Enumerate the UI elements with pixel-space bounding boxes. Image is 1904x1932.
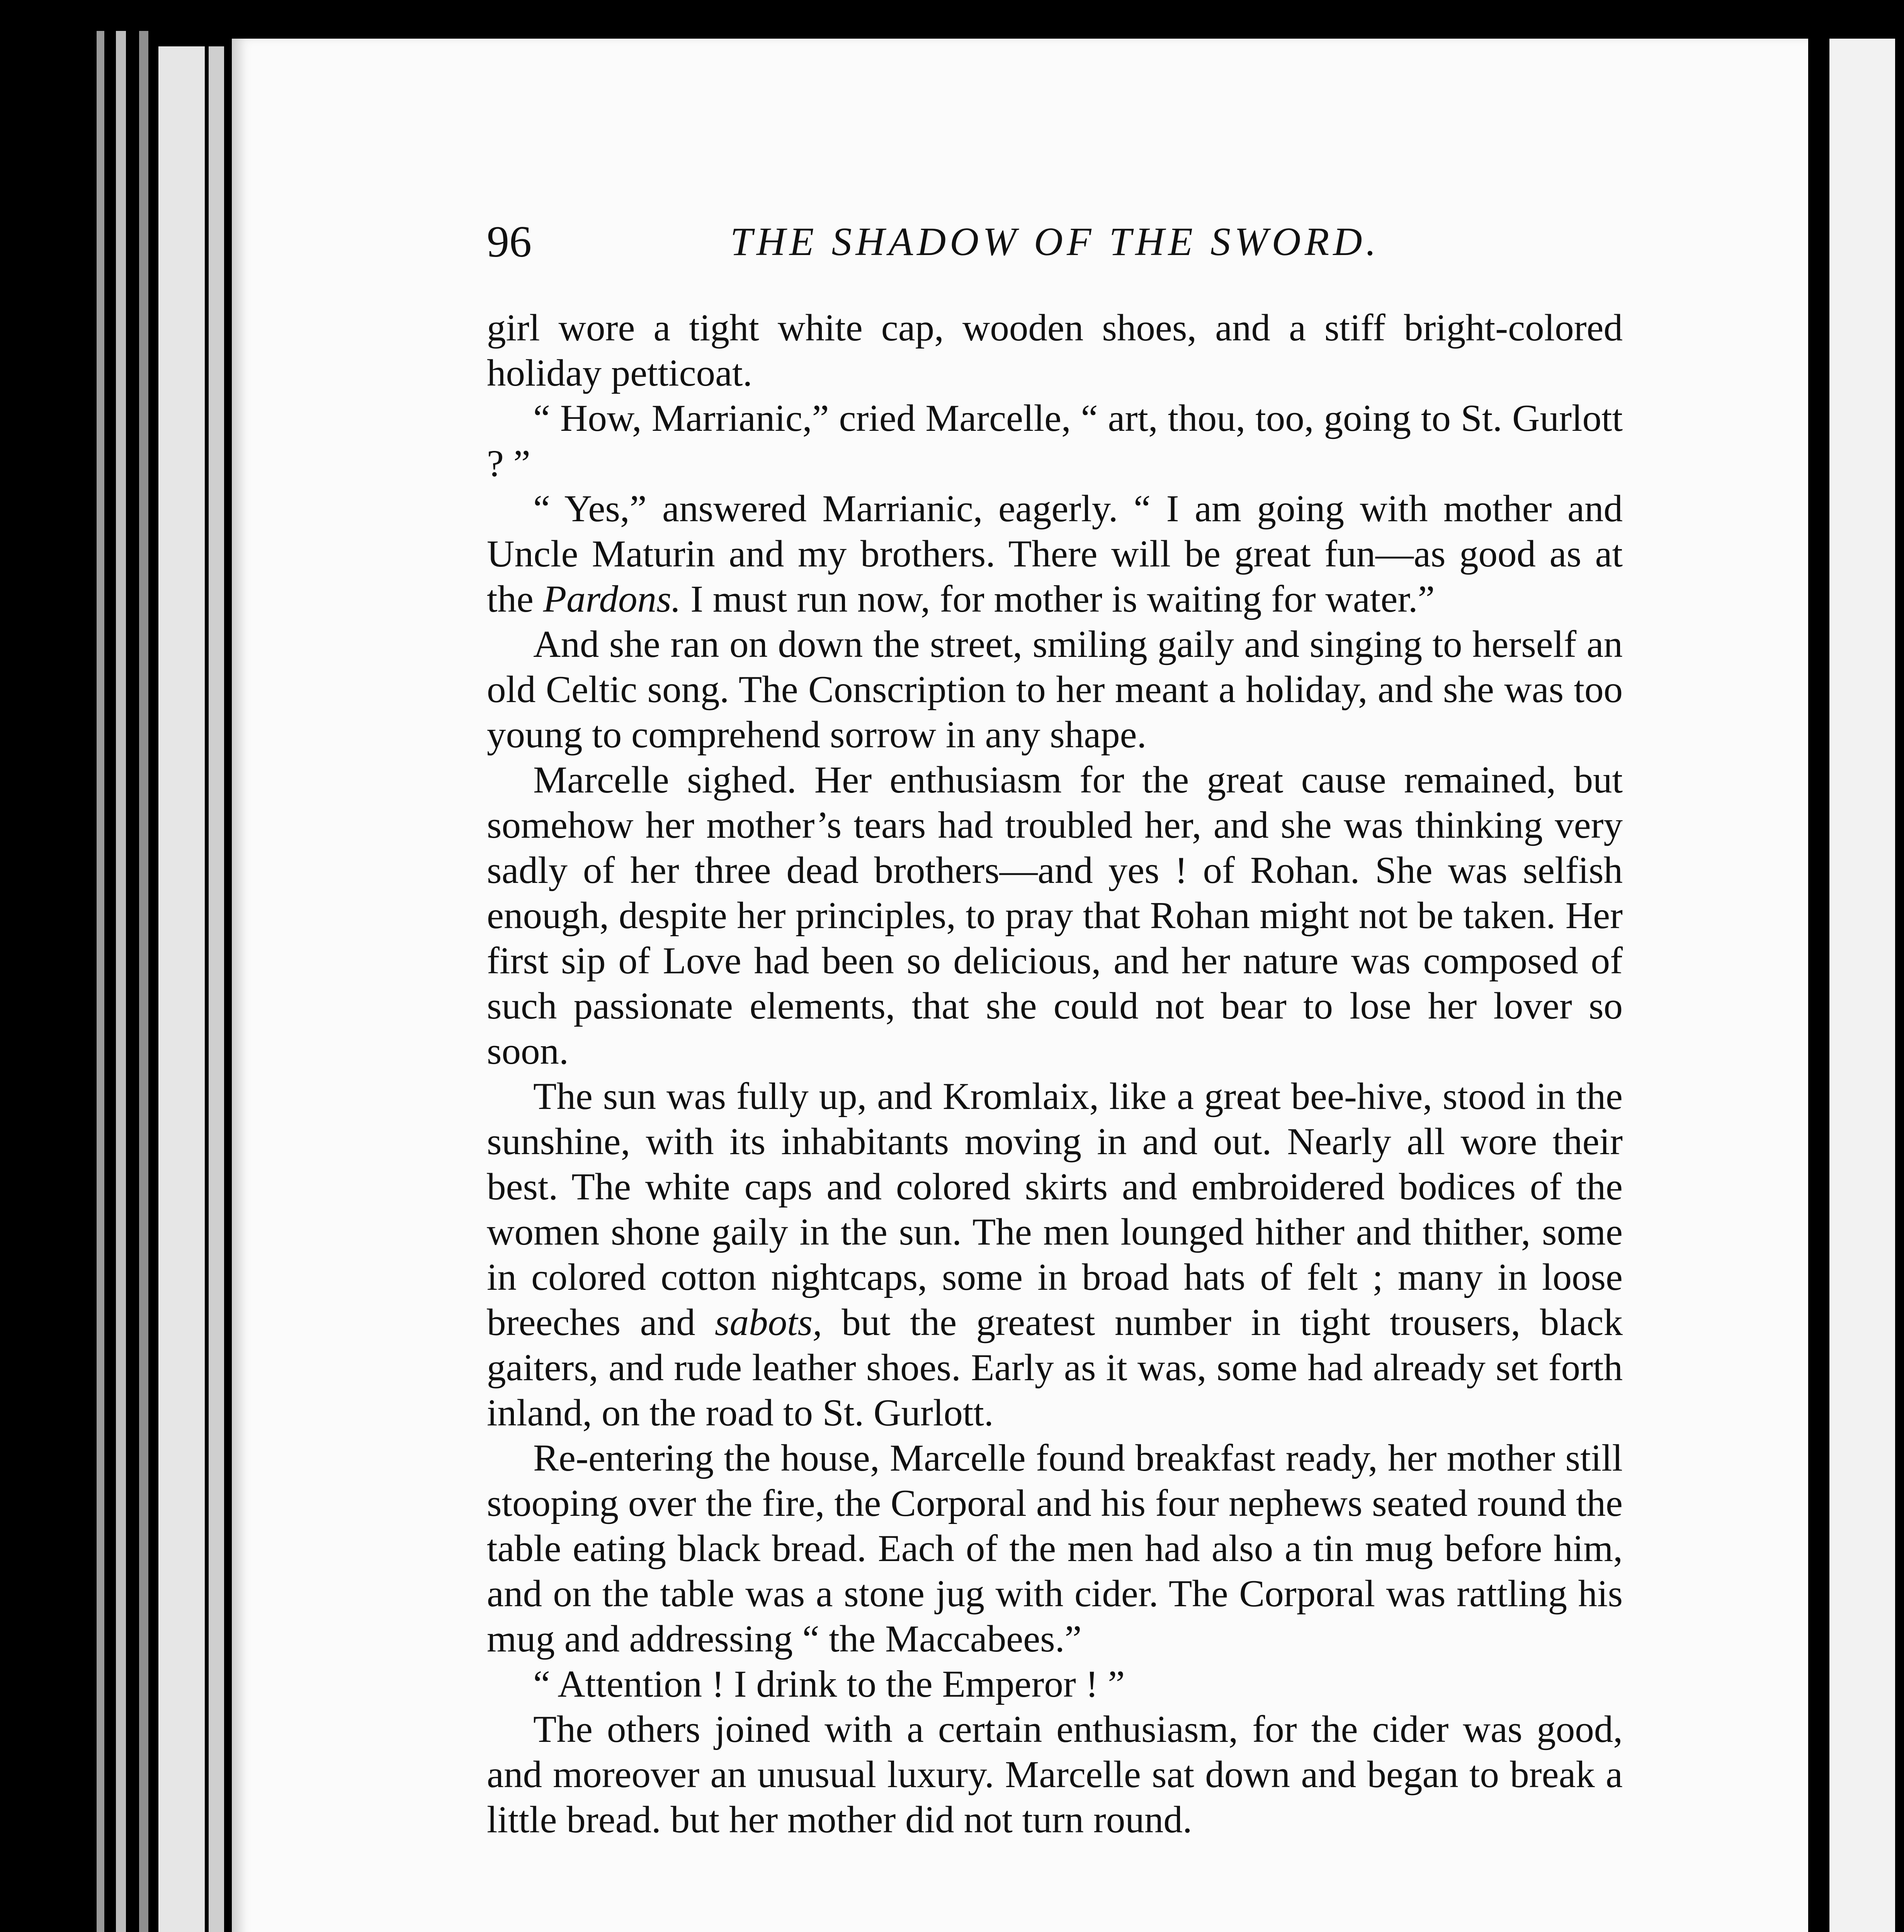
page-stack-edge — [116, 31, 126, 1932]
paragraph: Re-entering the house, Marcelle found breakfast ready, her mother still stooping over the fire, the Corporal and his four nephews seated round the table eating black bread. Each of the men had also a tin mug before him, and on the table was a stone jug with cider. The Corporal was rattling his mug and addressing “ the Maccabees.” — [487, 1437, 1623, 1660]
paragraph: girl wore a tight white cap, wooden shoes, and a stiff bright-colored holiday petticoat. — [487, 307, 1623, 394]
paragraph-text: “ Yes,” answered Marrianic, eagerly. “ I am going with mother and Uncle Maturin and my brothers. There will be great fun—as good as at the — [487, 488, 1623, 620]
paragraph — [487, 1074, 1623, 1435]
page-stack-edge — [139, 31, 148, 1932]
paragraph-text: The sun was fully up, and Kromlaix, like a great bee-hive, stood in the sunshine, with its inhabitants moving in and out. Nearly all wore their best. The white caps and colored skirts and embroidered bodices of the women shone gaily in the sun. The men lounged hither and thither, some in colored cotton nightcaps, some in broad hats of felt ; many in loose breeches and — [487, 1075, 1623, 1344]
running-title: THE SHADOW OF THE SWORD. — [730, 219, 1380, 264]
book-spine — [0, 0, 240, 1932]
paragraph: “ Attention ! I drink to the Emperor ! ” — [533, 1663, 1125, 1705]
page-stack-edge — [209, 46, 224, 1932]
page-body — [487, 305, 1623, 1842]
paragraph — [487, 486, 1623, 622]
page-stack-edge — [158, 46, 205, 1932]
page-number: 96 — [487, 217, 532, 267]
paragraph-text: but the greatest number in tight trousers, black gaiters, and rude leather shoes. Early as it was, some had already set forth inland, on the road to St. Gurlott. — [487, 1301, 1623, 1434]
italic-term: sabots, — [715, 1301, 822, 1344]
italic-term: Pardons. — [543, 578, 681, 620]
paragraph: The others joined with a certain enthusiasm, for the cider was good, and moreover an unusual luxury. Marcelle sat down and began to break a little bread. but her mother did not turn round. — [487, 1708, 1623, 1841]
paragraph: Marcelle sighed. Her enthusiasm for the great cause remained, but somehow her mother’s tears had troubled her, and she was thinking very sadly of her three dead brothers—and yes ! of Rohan. She was selfish enough, despite her principles, to pray that Rohan might not be taken. Her first sip of Love had been so delicious, and her nature was composed of such passionate elements, that she could not bear to lose her lover so soon. — [487, 759, 1623, 1072]
paragraph: And she ran on down the street, smiling gaily and singing to herself an old Celtic song. The Conscription to her meant a holiday, and she was too young to comprehend sorrow in any shape. — [487, 623, 1623, 756]
page-stack-edge — [97, 31, 104, 1932]
facing-page-edge — [1829, 39, 1895, 1932]
paragraph-text: I must run now, for mother is waiting for water.” — [681, 578, 1435, 620]
paragraph: “ How, Marrianic,” cried Marcelle, “ art, thou, too, going to St. Gurlott ? ” — [487, 397, 1623, 485]
page-header — [487, 216, 1777, 278]
